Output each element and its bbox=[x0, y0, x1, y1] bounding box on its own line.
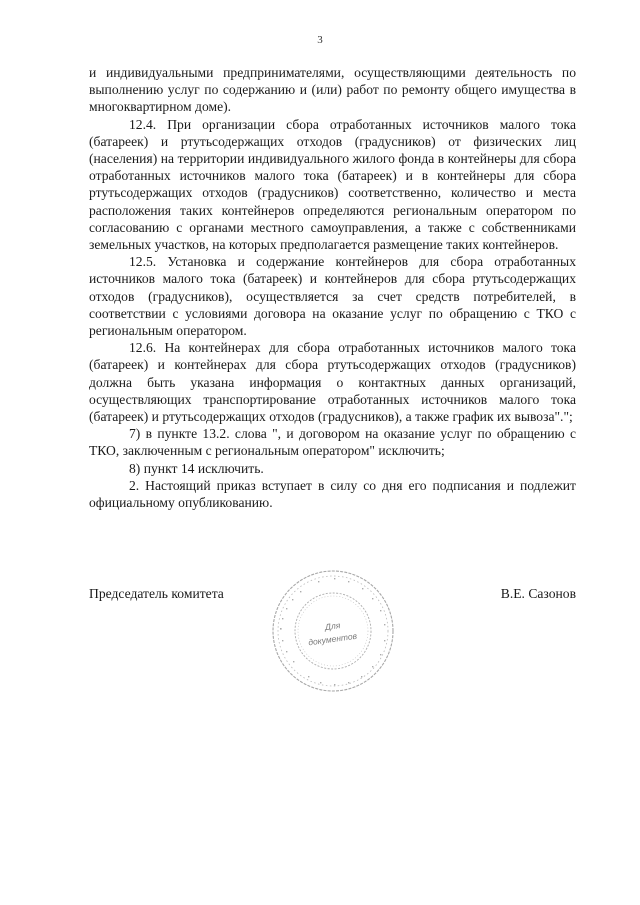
signatory-title: Председатель комитета bbox=[89, 586, 224, 601]
stamp-text-line1: Для bbox=[324, 620, 341, 633]
signatory-name: В.Е. Сазонов bbox=[500, 586, 576, 601]
page-number: 3 bbox=[317, 34, 323, 46]
paragraph-12-4: 12.4. При организации сбора отработанных источников малого тока (батареек) и ртутьсодержащих отходов (градусников) от физических лиц (населения) на территории индивидуального жилого фонда в контейнеры для сбора отработанных источников малого тока (батареек) и в контейнеры для сбора ртутьсодержащих отходов (градусников) соответственно, количество и места расположения таких контейнеров определяются региональным оператором по согласованию с органами местного самоуправления, а также с собственниками земельных участков, на которых предполагается размещение таких контейнеров. bbox=[89, 116, 576, 253]
document-body bbox=[89, 64, 576, 511]
paragraph-item-7: 7) в пункте 13.2. слова ", и договором на оказание услуг по обращению с ТКО, заключенным с региональным оператором" исключить; bbox=[89, 426, 576, 459]
paragraph-order-effective: 2. Настоящий приказ вступает в силу со дня его подписания и подлежит официальному опубликованию. bbox=[89, 477, 576, 511]
paragraph-continuation: и индивидуальными предпринимателями, осуществляющими деятельность по выполнению услуг по содержанию и (или) работ по ремонту общего имущества в многоквартирном доме). bbox=[89, 65, 576, 115]
paragraph-12-6: 12.6. На контейнерах для сбора отработанных источников малого тока (батареек) и контейнерах для сбора ртутьсодержащих отходов (градусников) должна быть указана информация о контактных данных организаций, осуществляющих транспортирование отработанных источников малого тока (батареек) и ртутьсодержащих отходов (градусников), а также график их вывоза"."; bbox=[89, 340, 576, 425]
official-stamp bbox=[268, 566, 398, 696]
paragraph-12-5: 12.5. Установка и содержание контейнеров для сбора отработанных источников малого тока (батареек) и контейнеров для сбора ртутьсодержащих отходов (градусников), осуществляется за счет средств потребителей, в соответствии с условиями договора на оказание услуг по обращению с ТКО с региональным оператором. bbox=[89, 254, 576, 339]
paragraph-item-8: 8) пункт 14 исключить. bbox=[129, 460, 264, 476]
stamp-text-line2: документов bbox=[307, 630, 358, 648]
